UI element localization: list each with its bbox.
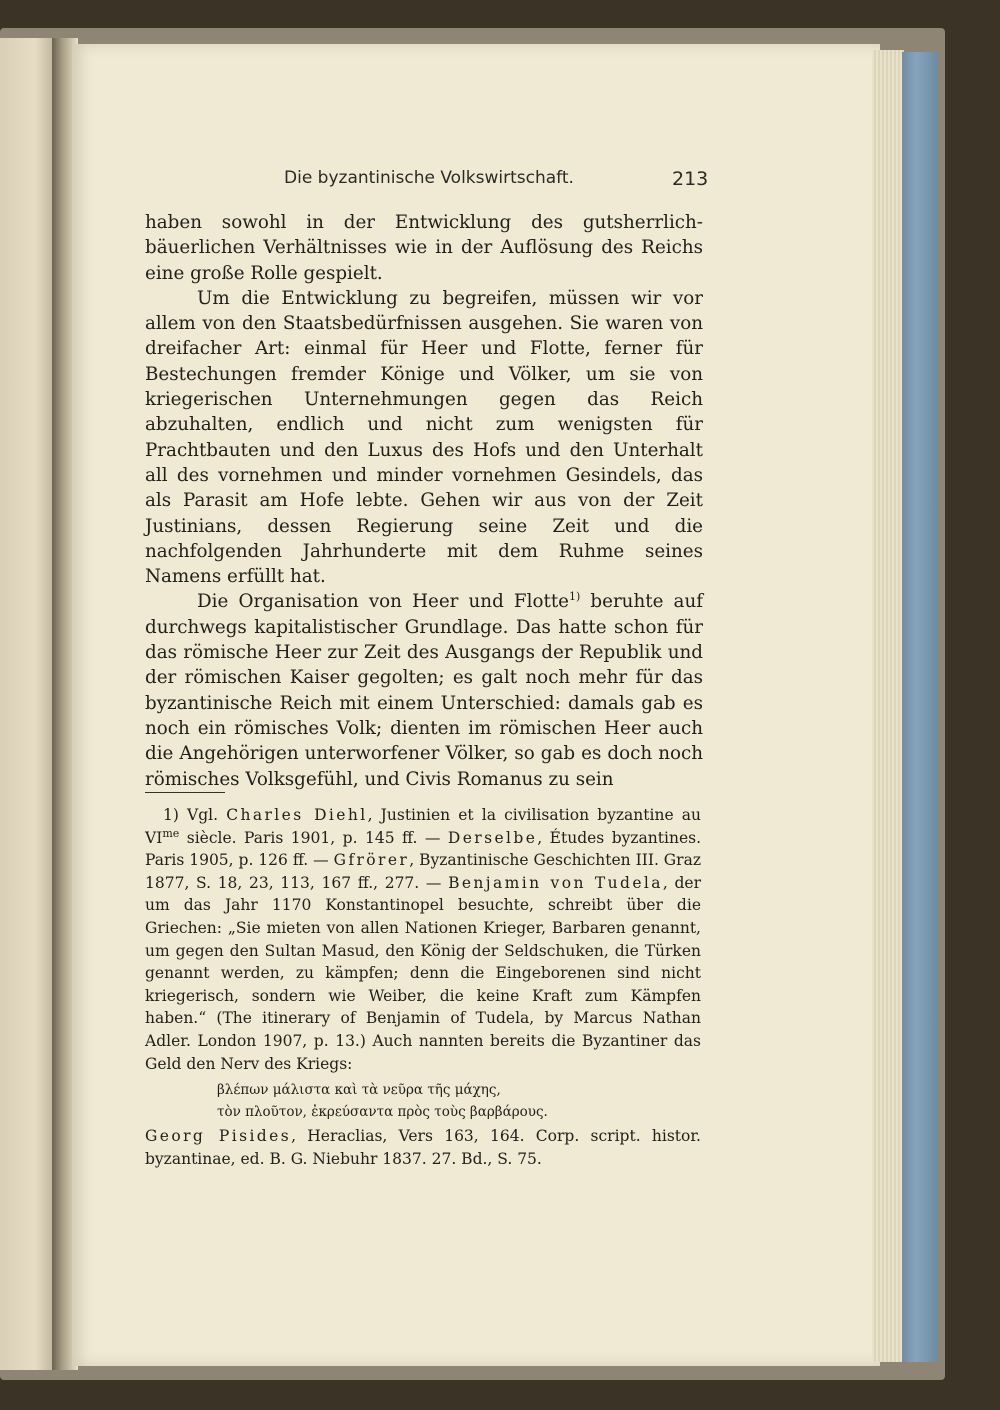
author-diehl: Charles Diehl [226,806,368,824]
running-head: Die byzantinische Volkswirtschaft. [284,168,574,188]
footnote-marker: 1) Vgl. [163,806,219,824]
paragraph-3 [145,589,703,791]
footnote [145,804,701,1170]
citation-derselbe: , Études byzantines. Paris 1905, p. 126 ff. — [145,828,701,870]
footnote-text [145,804,701,1075]
author-pisides: Georg Pisides [145,1127,292,1146]
paragraph-2: Um die Entwicklung zu begreifen, müssen wir vor allem von den Staatsbedürfnissen ausgehen. Sie waren von dreifacher Art: einmal für Heer und Flotte, ferner für Bestechungen fremder Könige und Völker, um sie von kriegerischen Unternehmungen gegen das Reich abzuhalten, endlich und nicht zum wenigsten für Prachtbauten und den Luxus des Hofs und den Unterhalt all des vornehmen und minder vornehmen Gesindels, das als Parasit am Hofe lebte. Gehen wir aus von der Zeit Justinians, dessen Regierung seine Zeit und die nachfolgenden Jahrhunderte mit dem Ruhme seines Namens erfüllt hat. [145,287,703,588]
author-benjamin: Benjamin von Tudela [448,873,663,892]
author-derselbe: Derselbe [447,828,538,847]
endpaper-strip [902,52,938,1362]
greek-line-1: βλέπων μάλιστα καὶ τὰ νεῦρα τῆς μάχης, [217,1082,501,1099]
footnote-divider [145,792,225,793]
citation-pisides: , Heraclias, Vers 163, 164. Corp. script. histor. byzantinae, ed. B. G. Niebuhr 1837. 27. Bd., S. 75. [145,1127,701,1168]
page-number: 213 [672,168,709,190]
citation-diehl-b: siècle. Paris 1901, p. 145 ff. — [179,828,441,847]
left-page-edge [0,38,58,1370]
footnote-reference[interactable]: 1) [568,590,581,604]
citation-benjamin: , der um das Jahr 1170 Konstantinopel besuchte, schreibt über die Griechen: „Sie mieten von allen Nationen Krieger, Barbaren genannt, um gegen den Sultan Masud, den König der Seldschuken, die Türken genannt werden, zu kämpfen; denn die Eingeborenen sind nicht kriegerisch, sondern wie Weiber, die keine Kraft zum Kämpfen haben.“ (The itinerary of Benjamin of Tudela, by Marcus Nathan Adler. London 1907, p. 13.) Auch nannten bereits die Byzantiner das Geld den Nerv des Kriegs: [145,873,701,1073]
citation-gfroerer: , Byzantinische Geschichten III. Graz 1877, S. 18, 23, 113, 167 ff., 277. — [145,851,702,892]
page-edges [872,50,904,1362]
paragraph-3-text-a: Die Organisation von Heer und Flotte [197,591,569,613]
citation-diehl-a: , Justinien et la civilisation byzantine au VI [145,806,701,847]
greek-quote [145,1079,701,1123]
author-gfroerer: Gfrörer [333,851,410,870]
superscript-me: me [162,826,180,840]
footnote-source [145,1125,701,1170]
paragraph-3-text-b: beruhte auf durchwegs kapitalistischer Grundlage. Das hatte schon für das römische Heer zur Zeit des Ausgangs der Republik und der römischen Kaiser gegolten; es galt noch mehr für das byzantinische Reich mit einem Unterschied: damals gab es noch ein römisches Volk; dienten im römischen Heer auch die Angehörigen unterworfener Völker, so gab es doch noch römisches Volksgefühl, und Civis Romanus zu sein [145,591,703,790]
paragraph-1: haben sowohl in der Entwicklung des gutsherrlich-bäuerlichen Verhältnisses wie in der Auflösung des Reichs eine große Rolle gespielt. [145,212,703,284]
body-text [145,210,703,792]
greek-line-2: τὸν πλοῦτον, ἐκρεύσαντα πρὸς τοὺς βαρβάρους. [217,1104,548,1121]
